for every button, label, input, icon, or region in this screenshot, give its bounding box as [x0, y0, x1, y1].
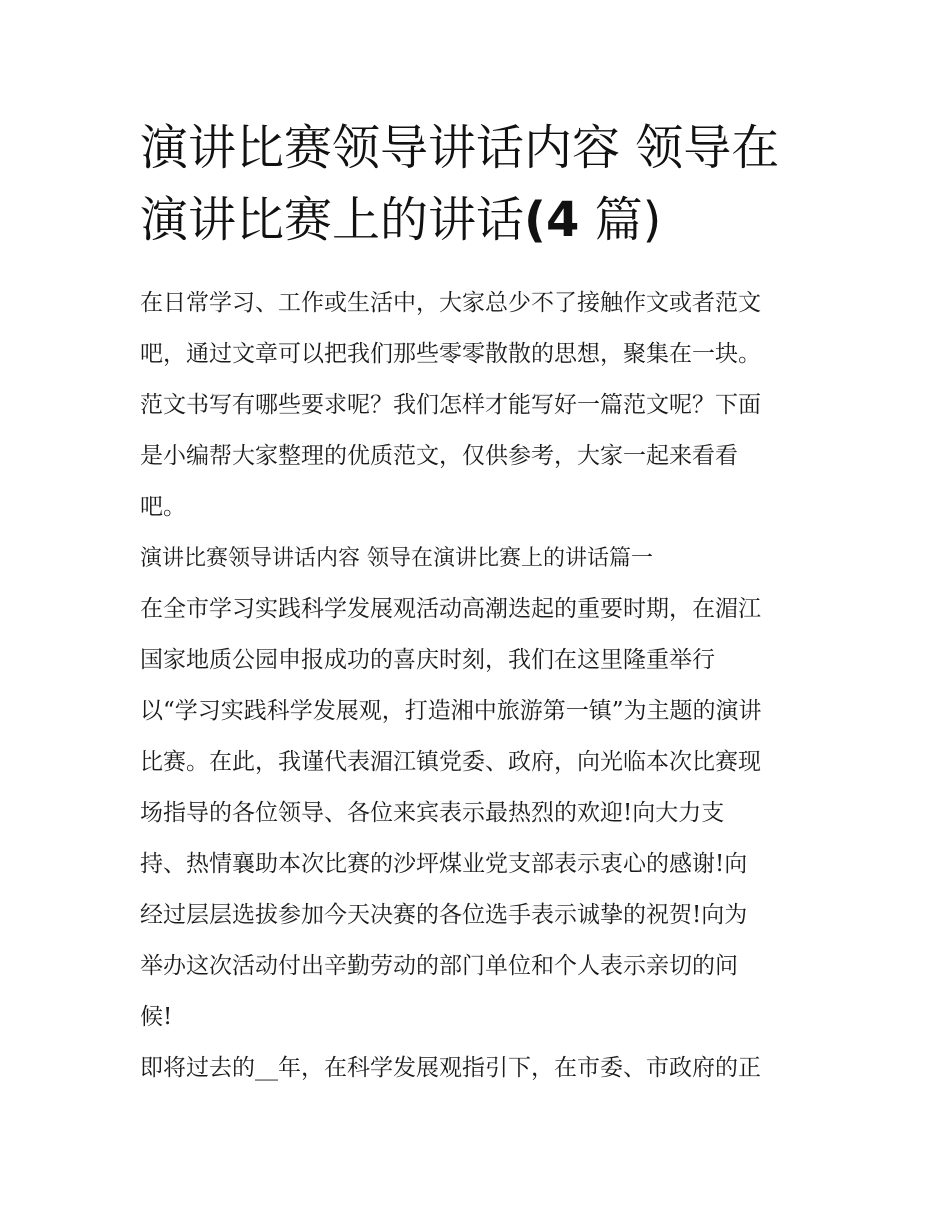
section-heading: 演讲比赛领导讲话内容 领导在演讲比赛上的讲话篇一 [140, 546, 653, 571]
title-line-1: 演讲比赛领导讲话内容 领导在 [140, 120, 780, 176]
body-line: 候! [140, 1004, 173, 1030]
intro-line: 吧，通过文章可以把我们那些零零散散的思想，聚集在一块。 [140, 341, 761, 367]
title-line-2-prefix: 演讲比赛上的讲话 [140, 192, 525, 248]
intro-line: 是小编帮大家整理的优质范文，仅供参考，大家一起来看看 [140, 443, 738, 469]
body-line: 比赛。在此，我谨代表湄江镇党委、政府，向光临本次比赛现 [140, 749, 761, 775]
body-line: 举办这次活动付出辛勤劳动的部门单位和个人表示亲切的问 [140, 953, 738, 979]
document-content [140, 112, 820, 1094]
document-title [140, 112, 820, 256]
body-line: 国家地质公园申报成功的喜庆时刻，我们在这里隆重举行 [140, 647, 715, 673]
intro-line: 在日常学习、工作或生活中，大家总少不了接触作文或者范文 [140, 290, 761, 316]
body-line: 持、热情襄助本次比赛的沙坪煤业党支部表示衷心的感谢!向 [140, 851, 748, 877]
body-line: 以“学习实践科学发展观，打造湘中旅游第一镇”为主题的演讲 [140, 698, 762, 724]
title-line-2-suffix: 篇) [579, 192, 662, 248]
title-count: (4 [524, 192, 580, 248]
intro-line: 范文书写有哪些要求呢？我们怎样才能写好一篇范文呢？下面 [140, 392, 761, 418]
next-paragraph-line: 即将过去的__年，在科学发展观指引下，在市委、市政府的正 [140, 1055, 761, 1081]
body-line: 经过层层选拔参加今天决赛的各位选手表示诚挚的祝贺!向为 [140, 902, 748, 928]
body-line: 场指导的各位领导、各位来宾表示最热烈的欢迎!向大力支 [140, 800, 725, 826]
body-paragraph [140, 584, 820, 1043]
intro-paragraph [140, 278, 820, 533]
next-paragraph [140, 1043, 820, 1094]
intro-line: 吧。 [140, 494, 186, 520]
body-line: 在全市学习实践科学发展观活动高潮迭起的重要时期，在湄江 [140, 596, 761, 622]
title-line-2 [140, 184, 820, 256]
